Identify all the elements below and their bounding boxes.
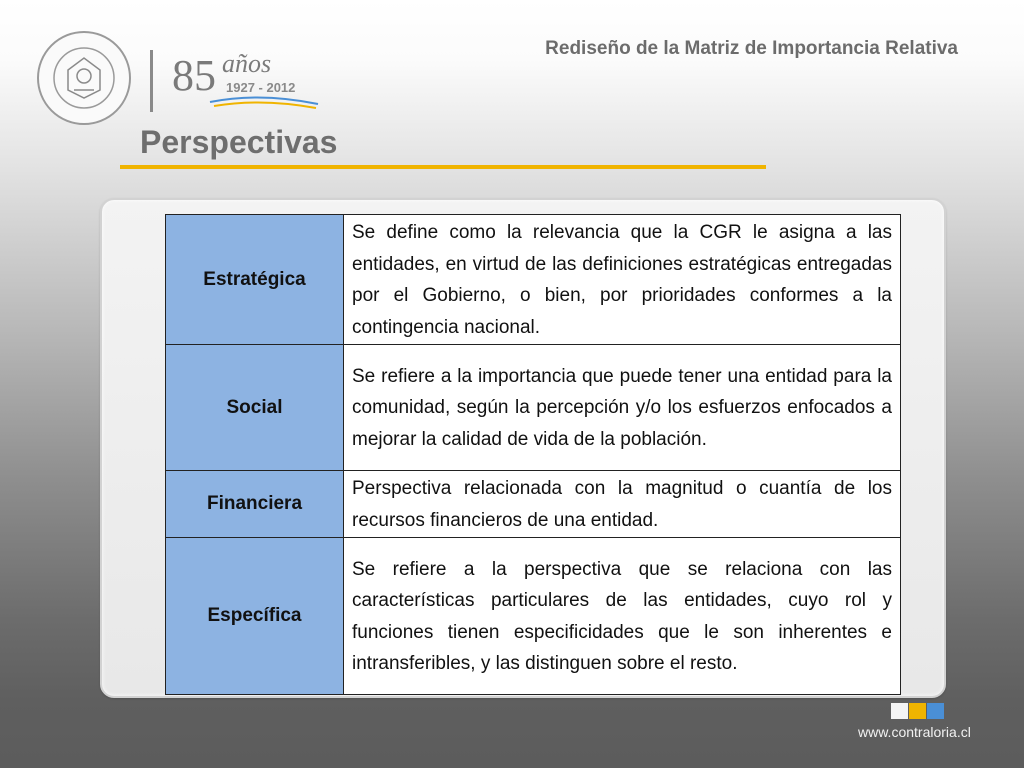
slide-title: Perspectivas [140,124,338,160]
cgr-seal-logo [36,30,132,126]
perspective-description: Se refiere a la importancia que puede tener una entidad para la comunidad, según la percepción y/o los esfuerzos enfocados a mejorar la calidad de vida de la población. [344,345,901,471]
anniversary-number: 85 [172,51,216,100]
presentation-title: Rediseño de la Matriz de Importancia Relativa [545,38,958,59]
blue-square [927,703,944,719]
perspective-description: Perspectiva relacionada con la magnitud o cuantía de los recursos financieros de una entidad. [344,471,901,538]
anniversary-years: 1927 - 2012 [226,80,296,95]
anniversary-logo [170,42,320,112]
table-row [166,538,901,695]
perspective-label: Específica [166,538,344,695]
table-row [166,471,901,538]
perspective-label: Financiera [166,471,344,538]
perspectives-table [165,214,901,695]
table-row [166,345,901,471]
table-row [166,215,901,345]
footer-url: www.contraloria.cl [858,724,971,740]
perspective-description: Se define como la relevancia que la CGR le asigna a las entidades, en virtud de las definiciones estratégicas entregadas por el Gobierno, o bien, por prioridades conformes a la contingencia nacional. [344,215,901,345]
white-square [891,703,908,719]
perspective-label: Social [166,345,344,471]
perspective-description: Se refiere a la perspectiva que se relaciona con las características particulares de las entidades, cuyo rol y funciones tienen especificidades que le son inherentes e intransferibles, y las distinguen sobre el resto. [344,538,901,695]
perspective-label: Estratégica [166,215,344,345]
yellow-square [909,703,926,719]
footer-color-squares [891,703,945,719]
anniversary-word: años [222,49,272,78]
title-underline [120,165,766,169]
header-divider [150,50,153,112]
